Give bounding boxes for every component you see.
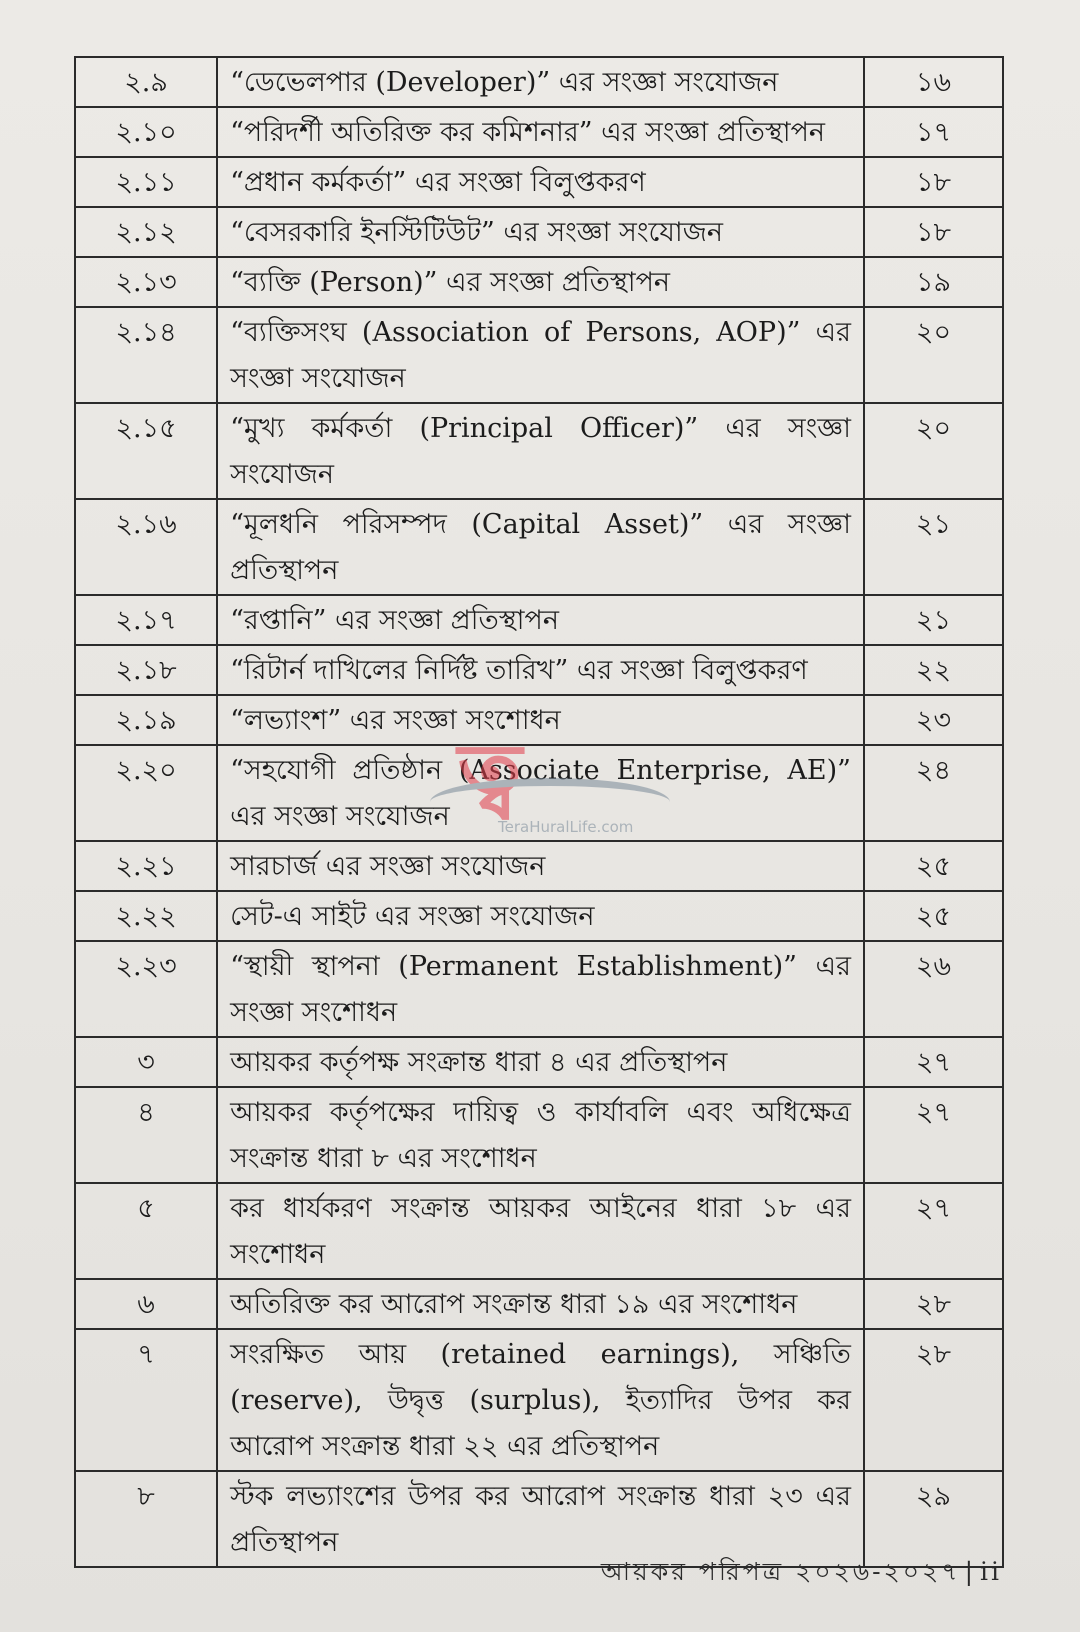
- section-number: ২.১৪: [75, 307, 217, 403]
- page-number: ২৮: [864, 1279, 1003, 1329]
- page-footer: [601, 1552, 1002, 1595]
- section-number: ২.১৫: [75, 403, 217, 499]
- toc-row: [75, 1037, 1003, 1087]
- page-number: ২৭: [864, 1087, 1003, 1183]
- section-title: “ডেভেলপার (Developer)” এর সংজ্ঞা সংযোজন: [217, 57, 864, 107]
- page-number: ১৮: [864, 207, 1003, 257]
- section-title: অতিরিক্ত কর আরোপ সংক্রান্ত ধারা ১৯ এর সংশোধন: [217, 1279, 864, 1329]
- page-number: ২৯: [864, 1471, 1003, 1567]
- section-number: ২.১০: [75, 107, 217, 157]
- page-number: ২১: [864, 595, 1003, 645]
- toc-row: [75, 941, 1003, 1037]
- toc-row: [75, 107, 1003, 157]
- page-number: ২০: [864, 307, 1003, 403]
- section-number: ৮: [75, 1471, 217, 1567]
- section-title: আয়কর কর্তৃপক্ষ সংক্রান্ত ধারা ৪ এর প্রতিস্থাপন: [217, 1037, 864, 1087]
- toc-row: [75, 645, 1003, 695]
- page-number: ১৬: [864, 57, 1003, 107]
- toc-row: [75, 57, 1003, 107]
- section-title: “পরিদর্শী অতিরিক্ত কর কমিশনার” এর সংজ্ঞা প্রতিস্থাপন: [217, 107, 864, 157]
- page-number: ১৮: [864, 157, 1003, 207]
- toc-row: [75, 1183, 1003, 1279]
- section-title: “মূলধনি পরিসম্পদ (Capital Asset)” এর সংজ্ঞা প্রতিস্থাপন: [217, 499, 864, 595]
- section-number: ২.১১: [75, 157, 217, 207]
- section-title: সেট-এ সাইট এর সংজ্ঞা সংযোজন: [217, 891, 864, 941]
- section-number: ৬: [75, 1279, 217, 1329]
- section-title: “ব্যক্তি (Person)” এর সংজ্ঞা প্রতিস্থাপন: [217, 257, 864, 307]
- page-number: ২১: [864, 499, 1003, 595]
- page-number: ২৭: [864, 1037, 1003, 1087]
- page-number: ১৯: [864, 257, 1003, 307]
- footer-title: আয়কর পরিপত্র ২০২৬-২০২৭: [600, 1557, 961, 1586]
- section-number: ৫: [75, 1183, 217, 1279]
- page-number: ২৪: [864, 745, 1003, 841]
- section-number: ২.৯: [75, 57, 217, 107]
- toc-row: [75, 499, 1003, 595]
- section-number: ২.২১: [75, 841, 217, 891]
- section-title: “ব্যক্তিসংঘ (Association of Persons, AOP)” এর সংজ্ঞা সংযোজন: [217, 307, 864, 403]
- toc-row: [75, 1087, 1003, 1183]
- toc-row: [75, 891, 1003, 941]
- page-number: ২৬: [864, 941, 1003, 1037]
- contents-table: [74, 56, 1004, 1568]
- section-number: ২.১৭: [75, 595, 217, 645]
- section-title: “রপ্তানি” এর সংজ্ঞা প্রতিস্থাপন: [217, 595, 864, 645]
- section-number: ২.১৩: [75, 257, 217, 307]
- toc-row: [75, 595, 1003, 645]
- section-number: ৪: [75, 1087, 217, 1183]
- page-number: ২৫: [864, 841, 1003, 891]
- page-number: ২২: [864, 645, 1003, 695]
- page-number: ২৭: [864, 1183, 1003, 1279]
- toc-row: [75, 1279, 1003, 1329]
- section-number: ৩: [75, 1037, 217, 1087]
- toc-row: [75, 403, 1003, 499]
- section-title: “রিটার্ন দাখিলের নির্দিষ্ট তারিখ” এর সংজ্ঞা বিলুপ্তকরণ: [217, 645, 864, 695]
- toc-row: [75, 157, 1003, 207]
- section-title: “লভ্যাংশ” এর সংজ্ঞা সংশোধন: [217, 695, 864, 745]
- section-title: “সহযোগী প্রতিষ্ঠান (Associate Enterprise, AE)” এর সংজ্ঞা সংযোজন: [217, 745, 864, 841]
- page-number: ১৭: [864, 107, 1003, 157]
- section-number: ২.২৩: [75, 941, 217, 1037]
- section-title: সংরক্ষিত আয় (retained earnings), সঞ্চিতি (reserve), উদ্বৃত্ত (surplus), ইত্যাদির উপর কর আরোপ সংক্রান্ত ধারা ২২ এর প্রতিস্থাপন: [217, 1329, 864, 1471]
- section-number: ২.২০: [75, 745, 217, 841]
- section-number: ২.১৮: [75, 645, 217, 695]
- page-number: ২৫: [864, 891, 1003, 941]
- section-title: সারচার্জ এর সংজ্ঞা সংযোজন: [217, 841, 864, 891]
- toc-row: [75, 307, 1003, 403]
- toc-row: [75, 207, 1003, 257]
- toc-row: [75, 257, 1003, 307]
- footer-page-number: ii: [980, 1557, 1002, 1586]
- page-number: ২৩: [864, 695, 1003, 745]
- section-number: ২.২২: [75, 891, 217, 941]
- section-title: আয়কর কর্তৃপক্ষের দায়িত্ব ও কার্যাবলি এবং অধিক্ষেত্র সংক্রান্ত ধারা ৮ এর সংশোধন: [217, 1087, 864, 1183]
- page-number: ২৮: [864, 1329, 1003, 1471]
- toc-row: [75, 695, 1003, 745]
- contents-table-body: [75, 57, 1003, 1567]
- section-number: ২.১৯: [75, 695, 217, 745]
- page-number: ২০: [864, 403, 1003, 499]
- section-title: কর ধার্যকরণ সংক্রান্ত আয়কর আইনের ধারা ১৮ এর সংশোধন: [217, 1183, 864, 1279]
- section-number: ২.১৬: [75, 499, 217, 595]
- section-number: ৭: [75, 1329, 217, 1471]
- section-title: “প্রধান কর্মকর্তা” এর সংজ্ঞা বিলুপ্তকরণ: [217, 157, 864, 207]
- footer-separator: |: [964, 1557, 976, 1586]
- watermark-site-text: TeraHuralLife.com: [498, 818, 634, 836]
- toc-row: [75, 841, 1003, 891]
- section-title: স্টক লভ্যাংশের উপর কর আরোপ সংক্রান্ত ধারা ২৩ এর প্রতিস্থাপন: [217, 1471, 864, 1567]
- section-title: “স্থায়ী স্থাপনা (Permanent Establishment)” এর সংজ্ঞা সংশোধন: [217, 941, 864, 1037]
- section-number: ২.১২: [75, 207, 217, 257]
- toc-row: [75, 1329, 1003, 1471]
- toc-row: [75, 745, 1003, 841]
- section-title: “মুখ্য কর্মকর্তা (Principal Officer)” এর সংজ্ঞা সংযোজন: [217, 403, 864, 499]
- watermark-logo-mark: ত্ব: [458, 724, 519, 829]
- section-title: “বেসরকারি ইনস্টিটিউট” এর সংজ্ঞা সংযোজন: [217, 207, 864, 257]
